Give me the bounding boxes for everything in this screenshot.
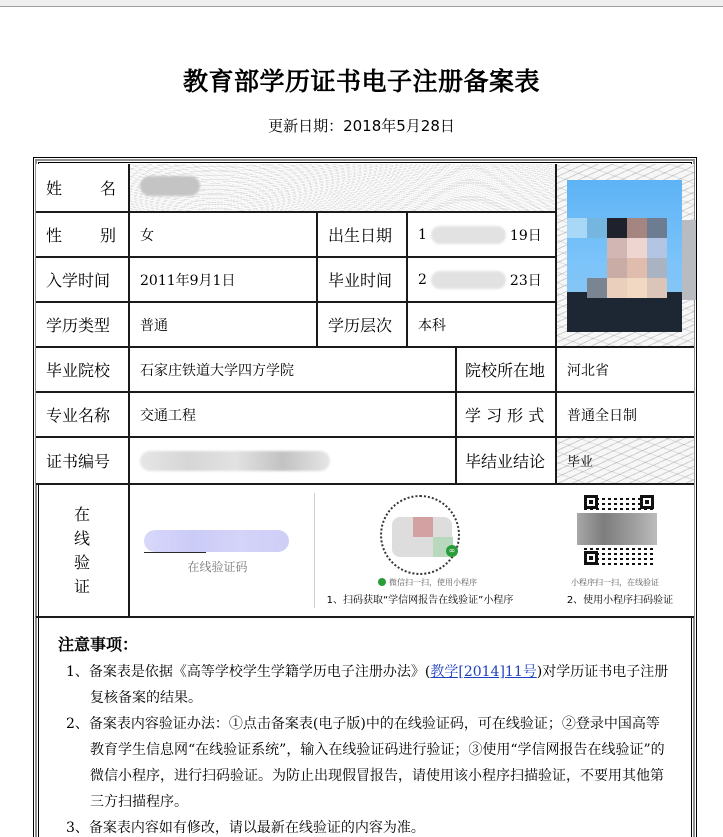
regulation-link[interactable]: 教学[2014]11号 (430, 664, 537, 680)
wechat-scan-tip (360, 577, 495, 588)
mini-program-icon: ∞ (446, 545, 458, 557)
photo-pixel (607, 238, 627, 258)
photo-pixel (587, 218, 607, 238)
birth-date-start: 1 (418, 226, 427, 243)
note-item-1 (56, 659, 672, 711)
photo-coat (567, 292, 682, 332)
verify-char: 证 (73, 576, 90, 596)
photo-pixel (627, 278, 647, 298)
mini-program-scan-tip: 小程序扫一扫，在线验证 (571, 578, 659, 587)
label-birth-date: 出生日期 (318, 213, 408, 258)
label-major: 专业名称 (36, 393, 130, 438)
notes-heading: 注意事项： (58, 635, 139, 654)
updated-date: 更新日期：2018年5月28日 (268, 117, 455, 135)
photo-pixel (607, 218, 627, 238)
school-location-value: 河北省 (557, 348, 694, 393)
student-photo (567, 180, 682, 332)
birth-date-end: 19日 (509, 227, 542, 244)
label-school-location: 院校所在地 (457, 348, 557, 393)
page-title: 教育部学历证书电子注册备案表 (182, 67, 540, 96)
label-enroll-date: 入学时间 (36, 258, 130, 303)
wechat-scan-tip-text: 微信扫一扫，使用小程序 (389, 578, 477, 587)
study-form-value: 普通全日制 (557, 393, 694, 438)
label-gender-a: 性 (46, 226, 63, 245)
photo-pixel (647, 238, 667, 258)
label-conclusion: 毕结业结论 (457, 438, 557, 485)
gender-value: 女 (130, 213, 318, 258)
school-value: 石家庄铁道大学四方学院 (130, 348, 457, 393)
edu-type-value: 普通 (130, 303, 318, 348)
mini-program-icon (378, 578, 386, 586)
photo-pixel (647, 258, 667, 278)
birth-date-value (408, 213, 557, 258)
photo-pixel (627, 258, 647, 278)
verify-char: 在 (73, 504, 90, 524)
photo-pixel (607, 278, 627, 298)
birth-date-redacted (431, 226, 506, 244)
label-edu-type: 学历类型 (36, 303, 130, 348)
qr-finder-icon (584, 495, 598, 509)
online-verify-label (36, 485, 130, 618)
enroll-date-value: 2011年9月1日 (130, 258, 318, 303)
photo-pixel (647, 218, 667, 238)
photo-pixel (587, 278, 607, 298)
label-gender (36, 213, 130, 258)
label-name (36, 164, 130, 213)
note-1-text-a: 1、备案表是依据《高等学校学生学籍学历电子注册办法》( (66, 664, 431, 680)
wechat-code-blur-red (413, 517, 433, 537)
browser-top-bar (0, 0, 723, 7)
cert-no-value (130, 438, 457, 485)
verify-step-1: 1、扫码获取“学信网报告在线验证”小程序 (326, 595, 514, 606)
qr-code-blur (577, 513, 657, 545)
label-cert-no: 证书编号 (36, 438, 130, 485)
edu-level-value: 本科 (408, 303, 557, 348)
photo-pixel-overflow (682, 220, 696, 300)
conclusion-value: 毕业 (557, 438, 694, 485)
verify-code-underline (144, 552, 206, 553)
verify-divider (314, 493, 315, 608)
label-name-b: 名 (99, 179, 116, 198)
verify-char: 验 (73, 552, 90, 572)
grad-date-redacted (431, 271, 506, 289)
label-school: 毕业院校 (36, 348, 130, 393)
name-redacted (140, 176, 200, 196)
name-value-cell (130, 164, 557, 213)
qr-finder-icon (640, 495, 654, 509)
label-gender-b: 别 (99, 226, 116, 245)
label-study-form: 学 习 形 式 (457, 393, 557, 438)
online-verify-area (130, 485, 694, 618)
label-edu-level: 学历层次 (318, 303, 408, 348)
label-name-a: 姓 (46, 179, 63, 198)
notes-section (36, 620, 694, 837)
verify-step-2: 2、使用小程序扫码验证 (566, 595, 674, 606)
grad-date-value (408, 258, 557, 303)
qr-finder-icon (584, 551, 598, 565)
verify-code-link-redacted[interactable] (144, 530, 289, 552)
photo-pixel (567, 218, 587, 238)
note-item-3: 3、备案表内容如有修改，请以最新在线验证的内容为准。 (66, 820, 425, 836)
grad-date-start: 2 (418, 271, 427, 288)
note-1-text-b: )对学历证书电子注册复核备案的结果。 (90, 664, 669, 706)
verify-code-caption: 在线验证码 (187, 560, 248, 574)
verify-char: 线 (73, 528, 90, 548)
major-value: 交通工程 (130, 393, 457, 438)
cert-no-redacted (140, 451, 330, 471)
grad-date-end: 23日 (509, 272, 542, 289)
photo-pixel (607, 258, 627, 278)
photo-pixel (627, 218, 647, 238)
photo-pixel (647, 278, 667, 298)
photo-pixel (627, 238, 647, 258)
note-item-2: 2、备案表内容验证办法：①点击备案表(电子版)中的在线验证码，可在线验证；②登录中国高等教育学生信息网“在线验证系统”，输入在线验证码进行验证；③使用“学信网报告在线验证”的微信小程序，进行扫码验证。为防止出现假冒报告，请使用该小程序扫描验证，不要用其他第三方扫描程序。 (66, 716, 665, 810)
label-grad-date: 毕业时间 (318, 258, 408, 303)
